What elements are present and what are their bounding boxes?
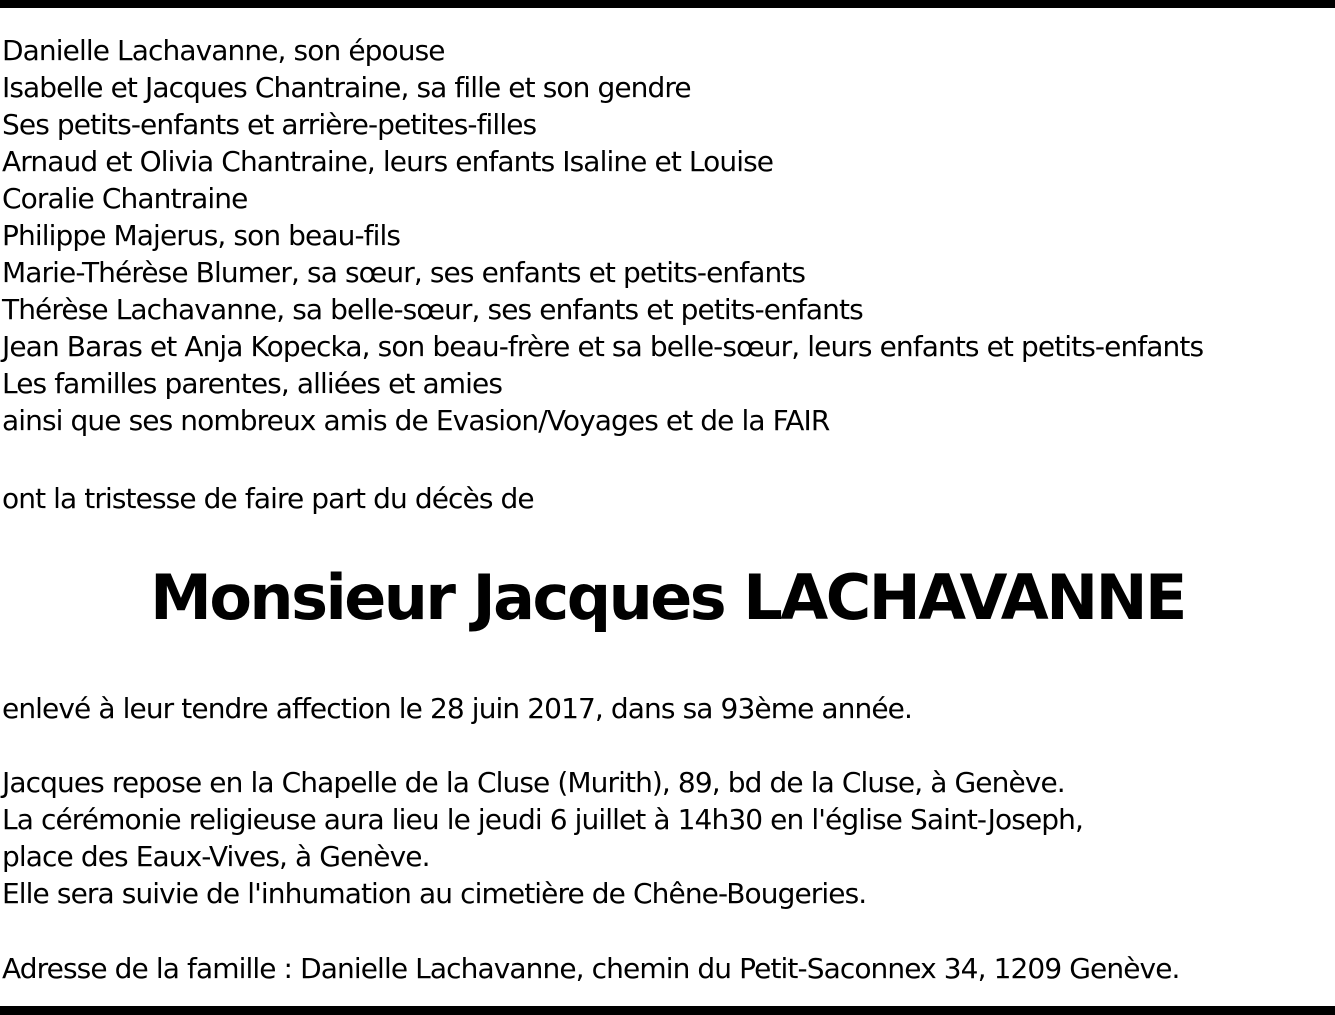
family-list: [2, 32, 1203, 439]
service-detail-line: Jacques repose en la Chapelle de la Cluse (Murith), 89, bd de la Cluse, à Genève.: [2, 766, 1065, 799]
passing-statement: enlevé à leur tendre affection le 28 juin 2017, dans sa 93ème année.: [2, 692, 912, 725]
family-member-line: Arnaud et Olivia Chantraine, leurs enfants Isaline et Louise: [2, 145, 774, 178]
top-border-rule: [0, 0, 1335, 8]
service-detail-line: Elle sera suivie de l'inhumation au cimetière de Chêne-Bougeries.: [2, 877, 867, 910]
family-member-line: ainsi que ses nombreux amis de Evasion/Voyages et de la FAIR: [2, 404, 830, 437]
service-detail-line: place des Eaux-Vives, à Genève.: [2, 840, 430, 873]
family-member-line: Thérèse Lachavanne, sa belle-sœur, ses enfants et petits-enfants: [2, 293, 863, 326]
family-member-line: Ses petits-enfants et arrière-petites-filles: [2, 108, 537, 141]
family-address: Adresse de la famille : Danielle Lachavanne, chemin du Petit-Saconnex 34, 1209 Genève.: [2, 952, 1180, 985]
service-details: [2, 764, 1083, 912]
bottom-border-rule: [0, 1006, 1335, 1015]
family-member-line: Jean Baras et Anja Kopecka, son beau-frère et sa belle-sœur, leurs enfants et petits-enfants: [2, 330, 1204, 363]
family-member-line: Isabelle et Jacques Chantraine, sa fille et son gendre: [2, 71, 691, 104]
family-member-line: Marie-Thérèse Blumer, sa sœur, ses enfants et petits-enfants: [2, 256, 806, 289]
family-member-line: Danielle Lachavanne, son épouse: [2, 34, 445, 67]
service-detail-line: La cérémonie religieuse aura lieu le jeudi 6 juillet à 14h30 en l'église Saint-Joseph,: [2, 803, 1083, 836]
family-member-line: Coralie Chantraine: [2, 182, 248, 215]
deceased-name-heading: Monsieur Jacques LACHAVANNE: [150, 561, 1185, 634]
family-member-line: Les familles parentes, alliées et amies: [2, 367, 503, 400]
announcement-text: ont la tristesse de faire part du décès de: [2, 482, 534, 515]
family-member-line: Philippe Majerus, son beau-fils: [2, 219, 401, 252]
